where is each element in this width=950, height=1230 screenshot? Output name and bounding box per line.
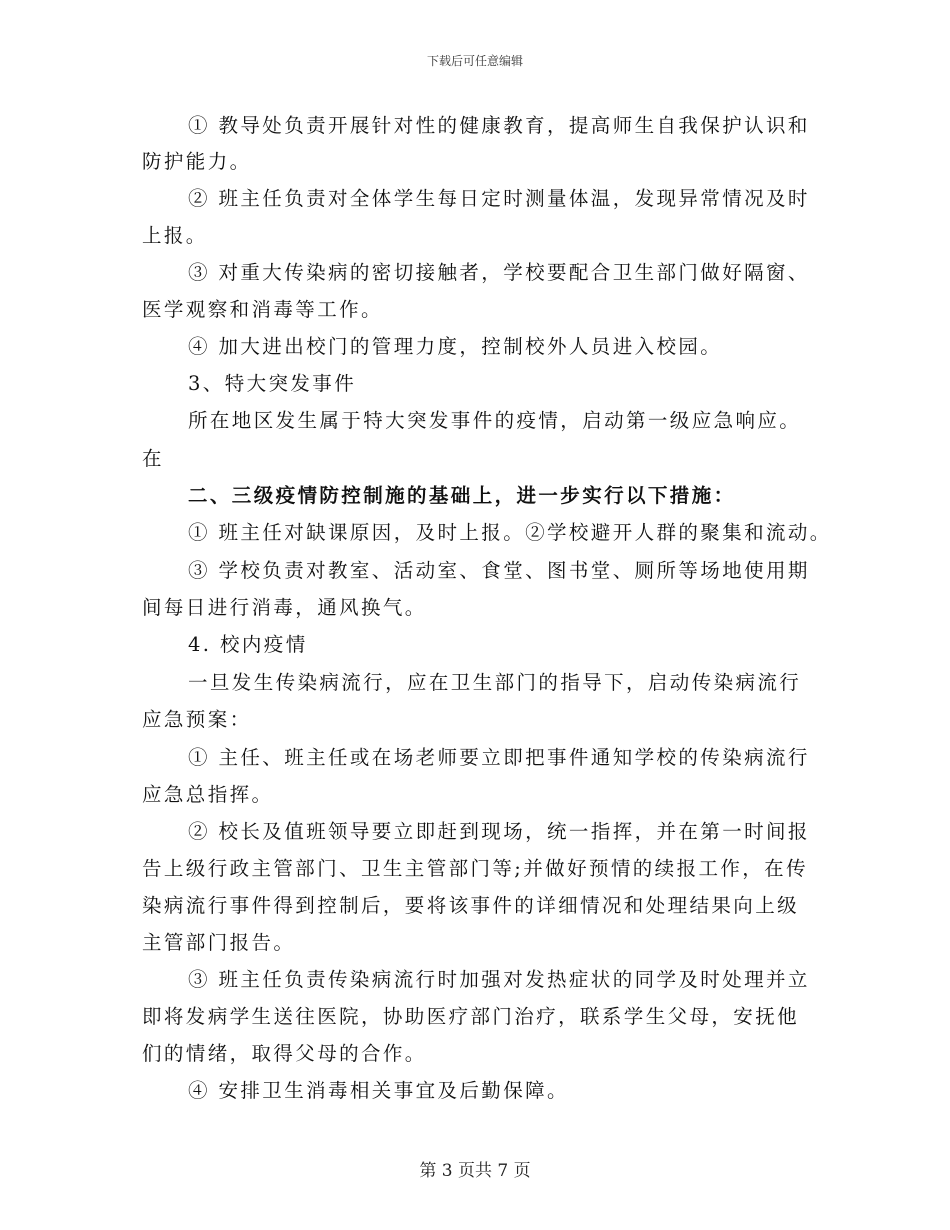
bold-heading: 二、三级疫情防控制施的基础上，进一步实行以下措施： xyxy=(188,484,736,507)
paragraph-line: 染病流行事件得到控制后，要将该事件的详细情况和处理结果向上级 xyxy=(142,894,800,917)
paragraph-line: 防护能力。 xyxy=(142,150,252,173)
page-header: 下载后可任意编辑 xyxy=(426,54,523,68)
page-footer: 第 3 页共 7 页 xyxy=(419,1161,531,1181)
paragraph-line: ③ 对重大传染病的密切接触者，学校要配合卫生部门做好隔窗、 xyxy=(188,261,810,284)
paragraph-line: 在 xyxy=(142,447,164,470)
paragraph-line: ④ 加大进出校门的管理力度，控制校外人员进入校园。 xyxy=(188,335,723,358)
paragraph-line: 一旦发生传染病流行，应在卫生部门的指导下，启动传染病流行 xyxy=(188,671,802,694)
paragraph-line: 们的情绪，取得父母的合作。 xyxy=(142,1042,427,1065)
paragraph-line: 上报。 xyxy=(142,224,208,247)
paragraph-line: 即将发病学生送往医院，协助医疗部门治疗，联系学生父母，安抚他 xyxy=(142,1005,800,1028)
section-heading: 4. 校内疫情 xyxy=(188,633,308,656)
paragraph-line: ① 教导处负责开展针对性的健康教育，提高师生自我保护认识和 xyxy=(188,114,810,137)
section-heading: 3、特大突发事件 xyxy=(188,372,357,395)
paragraph-line: ① 班主任对缺课原因，及时上报。②学校避开人群的聚集和流动。 xyxy=(188,521,832,544)
paragraph-line: 间每日进行消毒，通风换气。 xyxy=(142,596,427,619)
paragraph-line: 应急预案： xyxy=(142,708,252,731)
paragraph-line: ④ 安排卫生消毒相关事宜及后勤保障。 xyxy=(188,1079,569,1102)
paragraph-line: ② 校长及值班领导要立即赶到现场，统一指挥，并在第一时间报 xyxy=(188,820,810,843)
paragraph-line: 主管部门报告。 xyxy=(142,931,296,954)
paragraph-line: ① 主任、班主任或在场老师要立即把事件通知学校的传染病流行 xyxy=(188,746,810,769)
paragraph-line: 所在地区发生属于特大突发事件的疫情，启动第一级应急响应。 xyxy=(188,409,802,432)
paragraph-line: 告上级行政主管部门、卫生主管部门等;并做好预情的续报工作，在传 xyxy=(142,857,808,880)
paragraph-line: 医学观察和消毒等工作。 xyxy=(142,298,383,321)
paragraph-line: 应急总指挥。 xyxy=(142,783,274,806)
paragraph-line: ② 班主任负责对全体学生每日定时测量体温，发现异常情况及时 xyxy=(188,187,810,210)
paragraph-line: ③ 班主任负责传染病流行时加强对发热症状的同学及时处理并立 xyxy=(188,968,810,991)
paragraph-line: ③ 学校负责对教室、活动室、食堂、图书堂、厕所等场地使用期 xyxy=(188,559,810,582)
